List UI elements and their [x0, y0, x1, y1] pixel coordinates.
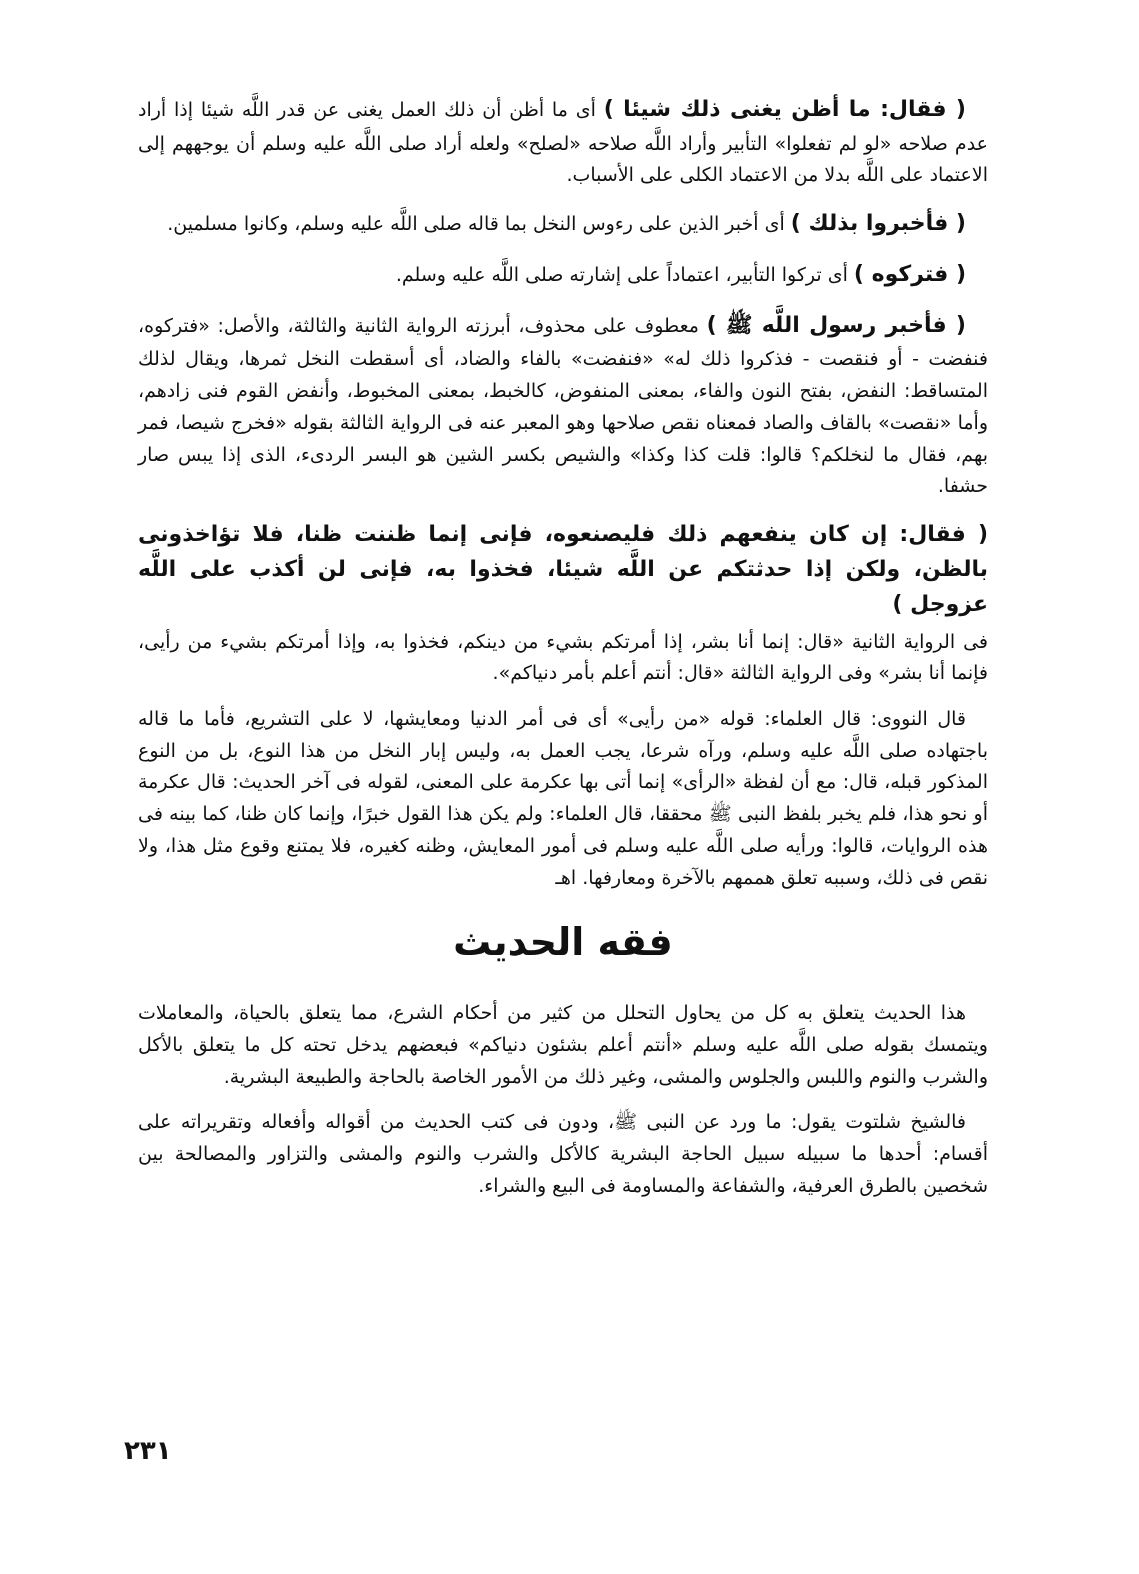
section-paragraph-1 [138, 998, 988, 1093]
body-text: فالشيخ شلتوت يقول: ما ورد عن النبى ﷺ، ودون فى كتب الحديث من أقواله وأفعاله وتقريراته على أقسام: أحدها ما سبيله سبيل الحاجة البشرية كالأكل والشرب والنوم والمشى والتزاور والمصالحة بين شخصين بالطرق العرفية، والشفاعة والمساومة فى البيع والشراء. [138, 1111, 988, 1197]
paragraph-4 [138, 308, 988, 503]
body-text: هذا الحديث يتعلق به كل من يحاول التحلل من كثير من أحكام الشرع، مما يتعلق بالحياة، والمعاملات ويتمسك بقوله صلى اللَّه عليه وسلم «أنتم أعلم بشئون دنياكم» فبعضهم يدخل تحته كل ما يتعلق بالأكل والشرب والنوم واللبس والجلوس والمشى، وغير ذلك من الأمور الخاصة بالحاجة والطبيعة البشرية. [138, 1002, 988, 1088]
commentary-text: معطوف على محذوف، أبرزته الرواية الثانية والثالثة، والأصل: «فتركوه، فنفضت - أو فنقصت - فذكروا ذلك له» «فنفضت» بالفاء والضاد، أى أسقطت النخل ثمرها، ويقال لذلك المتساقط: النفض، بفتح النون والفاء، بمعنى المنفوض، كالخبط، بمعنى المخبوط، وأنفض القوم فنى زادهم، وأما «نقصت» بالقاف والصاد فمعناه نقص صلاحها وهو المعبر عنه فى الرواية الثالثة بقوله «فخرج شيصا، فمر بهم، فقال ما لنخلكم؟ قالوا: قلت كذا وكذا» والشيص بكسر الشين هو البسر الردىء، الذى إذا يبس صار حشفا. [138, 314, 988, 498]
commentary-text: أى أخبر الذين على رءوس النخل بما قاله صلى اللَّه عليه وسلم، وكانوا مسلمين. [167, 213, 791, 236]
hadith-quote: ( فتركوه ) [853, 261, 966, 287]
section-title: فقه الحديث [453, 920, 673, 965]
section-paragraph-2 [138, 1107, 988, 1202]
commentary-text: أى تركوا التأبير، اعتماداً على إشارته صلى اللَّه عليه وسلم. [395, 263, 854, 286]
paragraph-3 [138, 257, 988, 294]
paragraph-6 [138, 704, 988, 894]
commentary-text: قال النووى: قال العلماء: قوله «من رأيى» أى فى أمر الدنيا ومعايشها، لا على التشريع، فأما ما قاله باجتهاده صلى اللَّه عليه وسلم، ورآه شرعا، يجب العمل به، وليس إبار النخل من هذا النوع، بل من النوع المذكور قبله، قال: مع أن لفظة «الرأى» إنما أتى بها عكرمة على المعنى، لقوله فى آخر الحديث: قال عكرمة أو نحو هذا، فلم يخبر بلفظ النبى ﷺ محققا، قال العلماء: ولم يكن هذا القول خبرًا، وإنما كان ظنا، كما بينه فى هذه الروايات، قالوا: ورأيه صلى اللَّه عليه وسلم فى أمور المعايش، وظنه كغيره، فلا يمتنع وقوع مثل هذا، ولا نقص فى ذلك، وسببه تعلق هممهم بالآخرة ومعارفها. اهـ [138, 707, 988, 889]
hadith-quote: ( فأخبروا بذلك ) [790, 211, 966, 237]
hadith-quote-block: ( فقال: إن كان ينفعهم ذلك فليصنعوه، فإنى إنما ظننت ظنا، فلا تؤاخذونى بالظن، ولكن إذا حدثتكم عن اللَّه شيئا، فخذوا به، فإنى لن أكذب على اللَّه عزوجل ) [138, 521, 988, 618]
paragraph-2 [138, 206, 988, 243]
hadith-quote: ( فقال: ما أظن يغنى ذلك شيئا ) [603, 97, 966, 122]
paragraph-1 [138, 92, 988, 192]
page-content [138, 92, 988, 1217]
commentary-text: أى ما أظن أن ذلك العمل يغنى عن قدر اللَّه شيئا إذا أراد عدم صلاحه «لو لم تفعلوا» التأبير وأراد اللَّه صلاحه «لصلح» ولعله أراد صلى اللَّه عليه وسلم أن يوجههم إلى الاعتماد على اللَّه بدلا من الاعتماد الكلى على الأسباب. [138, 99, 988, 187]
paragraph-5: فى الرواية الثانية «قال: إنما أنا بشر، إذا أمرتكم بشيء من دينكم، فخذوا به، وإذا أمرتكم بشيء من رأيى، فإنما أنا بشر» وفى الرواية الثالثة «قال: أنتم أعلم بأمر دنياكم». [138, 630, 988, 685]
hadith-quote: ( فأخبر رسول اللَّه ﷺ ) [706, 312, 966, 338]
page-number: ٢٣١ [124, 1436, 172, 1466]
